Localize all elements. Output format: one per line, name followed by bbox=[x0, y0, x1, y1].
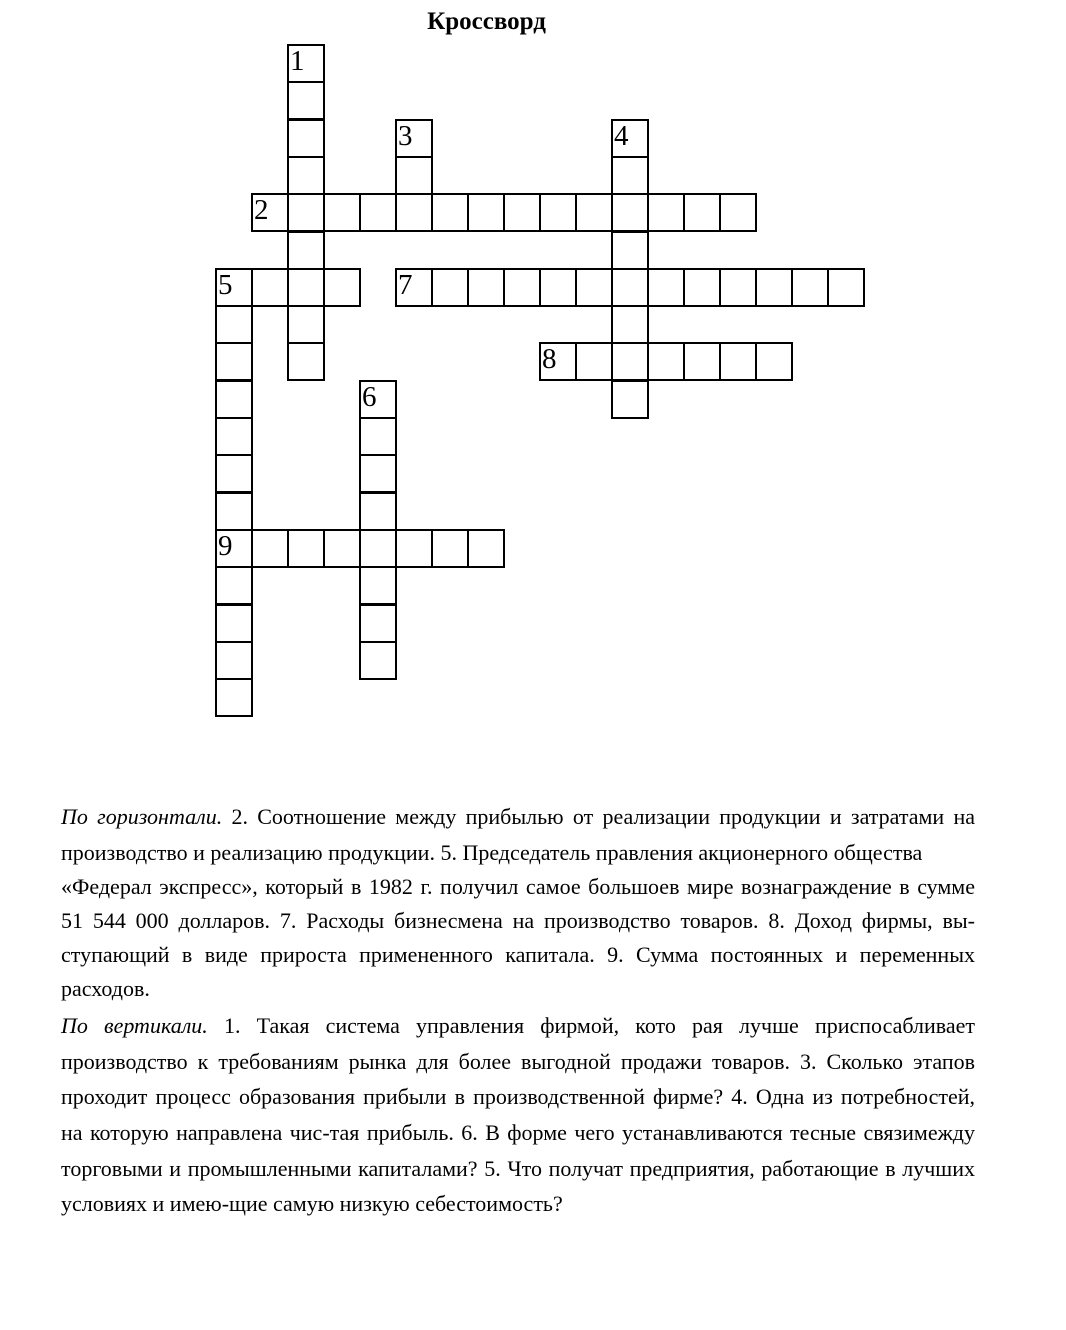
crossword-cell[interactable] bbox=[431, 268, 469, 307]
across-text-2: «Федерал экспресс», который в 1982 г. получил самое большоев мире вознаграждение в сумме 51 544 000 долларов. 7. Расходы бизнесмена на производство товаров. 8. Доход фирмы, вы-ступающий в виде прироста примененного капитала. 9. Сумма постоянных и переменных расходов. bbox=[61, 874, 975, 1002]
clue-number: 6 bbox=[362, 380, 377, 413]
page-title: Кроссворд bbox=[427, 8, 546, 35]
crossword-cell[interactable] bbox=[359, 193, 397, 232]
crossword-cell[interactable] bbox=[359, 529, 397, 568]
crossword-cell[interactable] bbox=[359, 492, 397, 531]
crossword-cell[interactable] bbox=[215, 454, 253, 493]
crossword-cell[interactable] bbox=[611, 156, 649, 195]
crossword-cell[interactable] bbox=[287, 342, 325, 381]
crossword-cell[interactable] bbox=[611, 231, 649, 270]
crossword-cell[interactable] bbox=[395, 156, 433, 195]
crossword-cell[interactable] bbox=[719, 193, 757, 232]
crossword-cell[interactable] bbox=[215, 678, 253, 717]
crossword-cell[interactable] bbox=[467, 193, 505, 232]
clues-across-para2 bbox=[61, 870, 975, 1006]
crossword-cell[interactable] bbox=[359, 454, 397, 493]
clue-number: 7 bbox=[398, 268, 413, 301]
crossword-cell[interactable] bbox=[215, 342, 253, 381]
crossword-cell[interactable] bbox=[467, 529, 505, 568]
crossword-cell[interactable] bbox=[287, 305, 325, 344]
crossword-cell[interactable] bbox=[395, 268, 433, 307]
crossword-cell[interactable] bbox=[359, 641, 397, 680]
crossword-cell[interactable] bbox=[287, 268, 325, 307]
crossword-cell[interactable] bbox=[611, 342, 649, 381]
crossword-cell[interactable] bbox=[683, 342, 721, 381]
crossword-cell[interactable] bbox=[395, 193, 433, 232]
clues-down-para bbox=[61, 1008, 975, 1222]
crossword-cell[interactable] bbox=[395, 119, 433, 158]
crossword-cell[interactable] bbox=[215, 604, 253, 643]
crossword-cell[interactable] bbox=[791, 268, 829, 307]
down-text: 1. Такая система управления фирмой, кото рая лучше приспосабливает производство к требованиям рынка для более выгодной продажи товаров. 3. Сколько этапов проходит процесс образования прибыли в производственной фирме? 4. Одна из потребностей, на которую направлена чис-тая прибыль. 6. В форме чего устанавливаются тесные связимежду торговыми и промышленными капиталами? 5. Что получат предприятия, работающие в лучших условиях и имею-щие самую низкую себестоимость? bbox=[61, 1013, 976, 1217]
crossword-cell[interactable] bbox=[647, 342, 685, 381]
crossword-cell[interactable] bbox=[215, 529, 253, 568]
crossword-cell[interactable] bbox=[359, 566, 397, 605]
clues-across-para1 bbox=[61, 799, 975, 870]
crossword-cell[interactable] bbox=[539, 342, 577, 381]
crossword-cell[interactable] bbox=[575, 193, 613, 232]
crossword-cell[interactable] bbox=[431, 529, 469, 568]
crossword-cell[interactable] bbox=[683, 268, 721, 307]
crossword-cell[interactable] bbox=[287, 529, 325, 568]
crossword-cell[interactable] bbox=[251, 193, 289, 232]
crossword-cell[interactable] bbox=[575, 268, 613, 307]
crossword-cell[interactable] bbox=[215, 417, 253, 456]
crossword-cell[interactable] bbox=[287, 231, 325, 270]
crossword-cell[interactable] bbox=[215, 641, 253, 680]
clue-number: 5 bbox=[218, 268, 233, 301]
crossword-cell[interactable] bbox=[611, 380, 649, 419]
crossword-cell[interactable] bbox=[359, 604, 397, 643]
crossword-cell[interactable] bbox=[287, 156, 325, 195]
clue-number: 8 bbox=[542, 343, 557, 376]
crossword-cell[interactable] bbox=[539, 268, 577, 307]
crossword-cell[interactable] bbox=[215, 305, 253, 344]
crossword-cell[interactable] bbox=[827, 268, 865, 307]
crossword-cell[interactable] bbox=[215, 492, 253, 531]
crossword-cell[interactable] bbox=[359, 417, 397, 456]
clue-number: 3 bbox=[398, 119, 413, 152]
crossword-cell[interactable] bbox=[323, 268, 361, 307]
crossword-cell[interactable] bbox=[755, 342, 793, 381]
crossword-cell[interactable] bbox=[287, 44, 325, 83]
crossword-cell[interactable] bbox=[323, 193, 361, 232]
crossword-cell[interactable] bbox=[683, 193, 721, 232]
clue-number: 2 bbox=[254, 194, 269, 227]
crossword-cell[interactable] bbox=[611, 305, 649, 344]
crossword-cell[interactable] bbox=[503, 193, 541, 232]
down-heading: По вертикали. bbox=[61, 1013, 208, 1039]
clue-number: 9 bbox=[218, 529, 233, 562]
crossword-cell[interactable] bbox=[215, 566, 253, 605]
crossword-cell[interactable] bbox=[719, 268, 757, 307]
crossword-cell[interactable] bbox=[647, 193, 685, 232]
clue-number: 1 bbox=[290, 45, 305, 77]
crossword-cell[interactable] bbox=[215, 268, 253, 307]
crossword-cell[interactable] bbox=[611, 193, 649, 232]
crossword-cell[interactable] bbox=[251, 529, 289, 568]
crossword-cell[interactable] bbox=[719, 342, 757, 381]
crossword-cell[interactable] bbox=[323, 529, 361, 568]
crossword-cell[interactable] bbox=[287, 193, 325, 232]
crossword-cell[interactable] bbox=[287, 119, 325, 158]
crossword-cell[interactable] bbox=[575, 342, 613, 381]
crossword-cell[interactable] bbox=[431, 193, 469, 232]
crossword-cell[interactable] bbox=[395, 529, 433, 568]
crossword-cell[interactable] bbox=[467, 268, 505, 307]
crossword-cell[interactable] bbox=[755, 268, 793, 307]
crossword-cell[interactable] bbox=[539, 193, 577, 232]
crossword-cell[interactable] bbox=[611, 268, 649, 307]
across-text-1: 2. Соотношение между прибылью от реализации продукции и затратами на производство и реализацию продукции. 5. Председатель правления акционерного общества bbox=[61, 804, 975, 865]
crossword-cell[interactable] bbox=[287, 81, 325, 120]
crossword-cell[interactable] bbox=[647, 268, 685, 307]
crossword-cell[interactable] bbox=[611, 119, 649, 158]
crossword-cell[interactable] bbox=[503, 268, 541, 307]
clues-section bbox=[61, 799, 975, 1222]
clue-number: 4 bbox=[614, 119, 629, 152]
crossword-cell[interactable] bbox=[215, 380, 253, 419]
crossword-cell[interactable] bbox=[251, 268, 289, 307]
across-heading: По горизонтали. bbox=[61, 804, 223, 829]
crossword-cell[interactable] bbox=[359, 380, 397, 419]
